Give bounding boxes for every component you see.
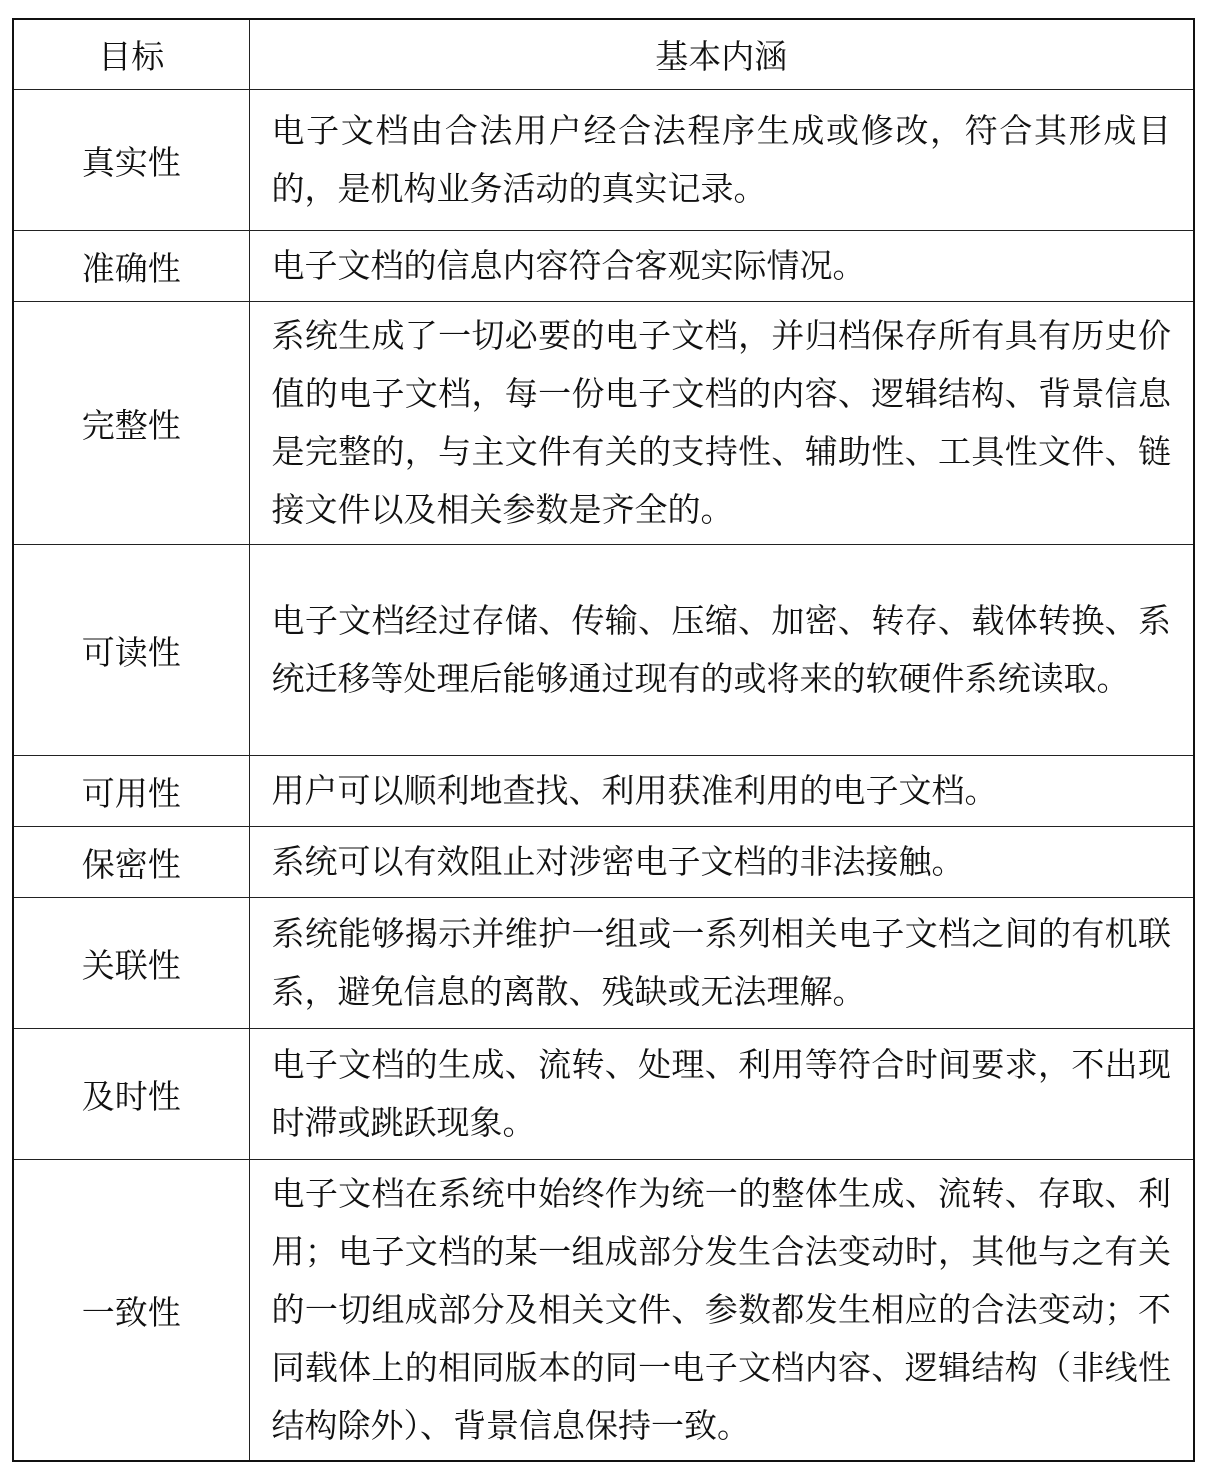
table-row	[13, 90, 1194, 231]
table-row	[13, 756, 1194, 827]
table-row	[13, 302, 1194, 545]
row-target: 可用性	[13, 756, 249, 827]
row-content: 系统生成了一切必要的电子文档，并归档保存所有具有历史价值的电子文档，每一份电子文档的内容、逻辑结构、背景信息是完整的，与主文件有关的支持性、辅助性、工具性文件、链接文件以及相关参数是齐全的。	[249, 302, 1194, 545]
objectives-table	[12, 18, 1195, 1462]
row-target: 完整性	[13, 302, 249, 545]
table-row	[13, 231, 1194, 302]
table-row	[13, 1160, 1194, 1462]
table-row	[13, 1029, 1194, 1160]
row-target: 准确性	[13, 231, 249, 302]
table-row	[13, 898, 1194, 1029]
row-content: 电子文档的信息内容符合客观实际情况。	[249, 231, 1194, 302]
table-row	[13, 545, 1194, 756]
row-content: 系统能够揭示并维护一组或一系列相关电子文档之间的有机联系，避免信息的离散、残缺或无法理解。	[249, 898, 1194, 1029]
row-target: 可读性	[13, 545, 249, 756]
row-content: 系统可以有效阻止对涉密电子文档的非法接触。	[249, 827, 1194, 898]
row-target: 关联性	[13, 898, 249, 1029]
table-row	[13, 827, 1194, 898]
row-target: 及时性	[13, 1029, 249, 1160]
row-content: 电子文档的生成、流转、处理、利用等符合时间要求，不出现时滞或跳跃现象。	[249, 1029, 1194, 1160]
row-target: 真实性	[13, 90, 249, 231]
row-content: 电子文档在系统中始终作为统一的整体生成、流转、存取、利用；电子文档的某一组成部分发生合法变动时，其他与之有关的一切组成部分及相关文件、参数都发生相应的合法变动；不同载体上的相同版本的同一电子文档内容、逻辑结构（非线性结构除外）、背景信息保持一致。	[249, 1160, 1194, 1462]
header-content: 基本内涵	[249, 19, 1194, 90]
row-target: 一致性	[13, 1160, 249, 1462]
row-target: 保密性	[13, 827, 249, 898]
table-header-row	[13, 19, 1194, 90]
row-content: 电子文档经过存储、传输、压缩、加密、转存、载体转换、系统迁移等处理后能够通过现有的或将来的软硬件系统读取。	[249, 545, 1194, 756]
row-content: 用户可以顺利地查找、利用获准利用的电子文档。	[249, 756, 1194, 827]
header-target: 目标	[13, 19, 249, 90]
row-content: 电子文档由合法用户经合法程序生成或修改，符合其形成目的，是机构业务活动的真实记录。	[249, 90, 1194, 231]
